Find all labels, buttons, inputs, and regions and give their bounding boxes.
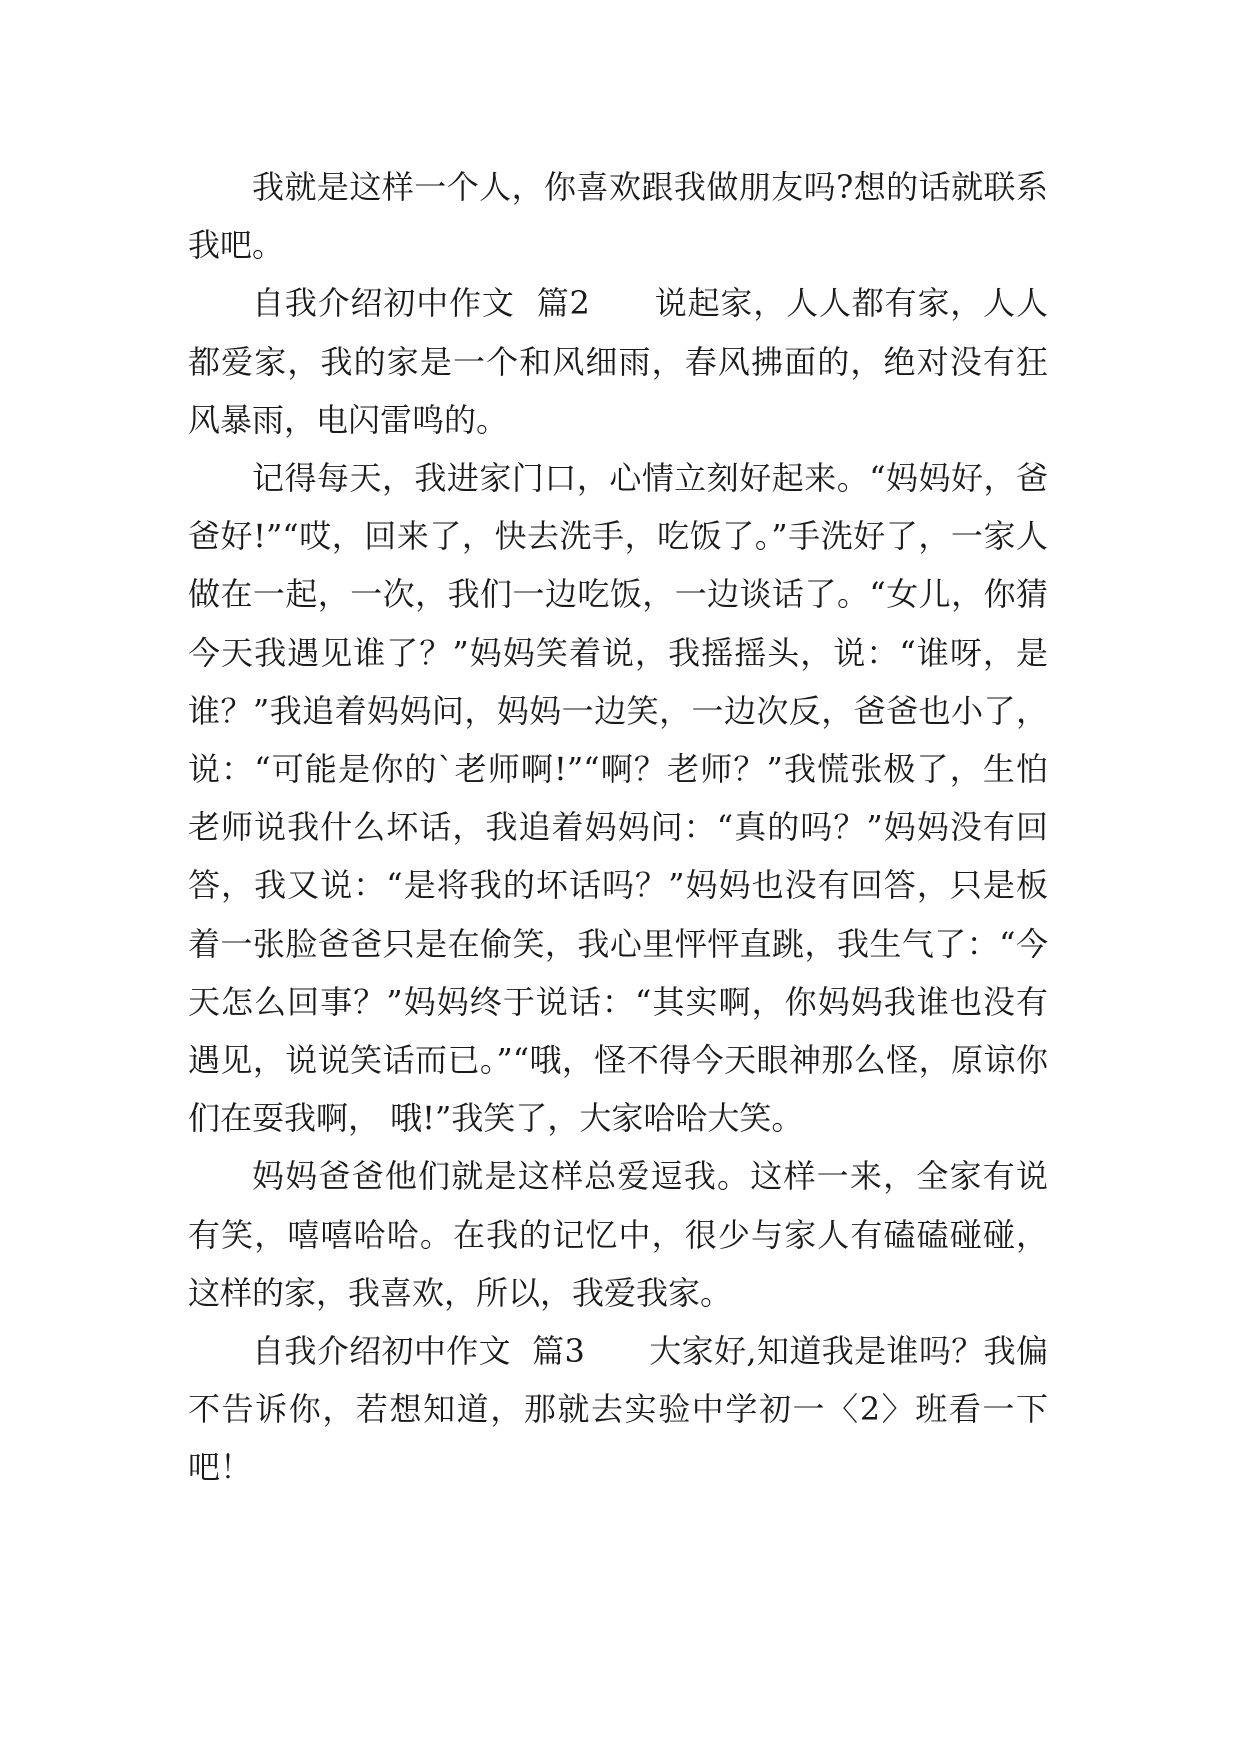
paragraph-conclusion — [188, 1147, 1048, 1322]
paragraph-text: 说起家，人人都有家，人人都爱家，我的家是一个和风细雨，春风拂面的，绝对没有狂风暴雨，电闪雷鸣的。 — [188, 284, 1048, 439]
article-body — [188, 158, 1048, 1497]
paragraph-text: 妈妈爸爸他们就是这样总爱逗我。这样一来，全家有说有笑，嘻嘻哈哈。在我的记忆中，很少与家人有磕磕碰碰，这样的家，我喜欢，所以，我爱我家。 — [188, 1157, 1048, 1312]
paragraph-text: 大家好,知道我是谁吗？我偏不告诉你，若想知道，那就去实验中学初一〈2〉班看一下吧！ — [188, 1332, 1048, 1487]
paragraph-dialogue — [188, 449, 1048, 1147]
paragraph-text: 记得每天，我进家门口，心情立刻好起来。“妈妈好，爸爸好!”“哎，回来了，快去洗手，吃饭了。”手洗好了，一家人做在一起，一次，我们一边吃饭，一边谈话了。“女儿，你猜今天我遇见谁了？”妈妈笑着说，我摇摇头，说：“谁呀，是谁？”我追着妈妈问，妈妈一边笑，一边次反，爸爸也小了，说：“可能是你的`老师啊!”“啊？老师？”我慌张极了，生怕老师说我什么坏话，我追着妈妈问：“真的吗？”妈妈没有回答，我又说：“是将我的坏话吗？”妈妈也没有回答，只是板着一张脸爸爸只是在偷笑，我心里怦怦直跳，我生气了：“今天怎么回事？”妈妈终于说话：“其实啊，你妈妈我谁也没有遇见，说说笑话而已。”“哦，怪不得今天眼神那么怪，原谅你们在耍我啊， 哦!”我笑了，大家哈哈大笑。 — [188, 459, 1048, 1138]
paragraph-essay-3-start — [188, 1322, 1048, 1497]
paragraph-closing-intro-1 — [188, 158, 1048, 274]
paragraph-essay-2-start — [188, 274, 1048, 449]
section-heading-essay-2: 自我介绍初中作文 篇2 — [252, 284, 590, 323]
paragraph-text: 我就是这样一个人，你喜欢跟我做朋友吗?想的话就联系我吧。 — [188, 168, 1048, 265]
section-heading-essay-3: 自我介绍初中作文 篇3 — [252, 1332, 585, 1371]
